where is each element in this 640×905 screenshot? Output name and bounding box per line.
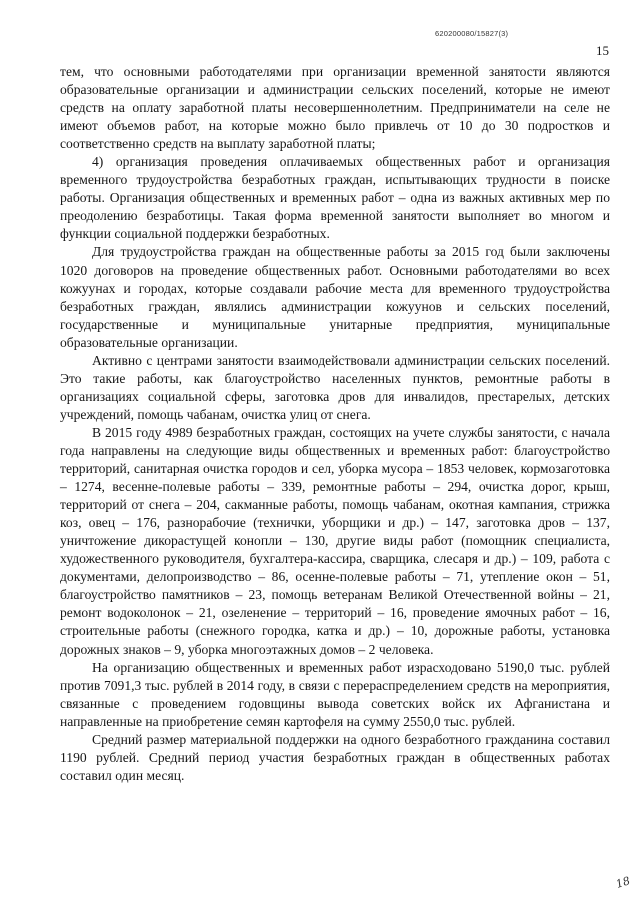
paragraph-1: тем, что основными работодателями при организации временной занятости являются образовательные организации и администрации сельских поселений, которые не имеют средств на оплату заработной платы несовершеннолетним. Предприниматели на селе не имеют объемов работ, на которые можно было привлечь от 10 до 30 подростков и соответственно средств на выплату заработной платы; — [60, 64, 610, 152]
paragraph-6: На организацию общественных и временных работ израсходовано 5190,0 тыс. рублей против 7091,3 тыс. рублей в 2014 году, в связи с перераспределением средств на мероприятия, связанные с проведением годовщины вывода советских войск их Афганистана и направленные на приобретение семян картофеля на сумму 2550,0 тыс. рублей. — [60, 659, 610, 729]
document-body — [60, 63, 610, 785]
paragraph-2: 4) организация проведения оплачиваемых общественных работ и организация временного трудоустройства безработных граждан, испытывающих трудности в поиске работы. Организация общественных и временных работ – одна из важных активных мер по преодолению безработицы. Такая форма временной занятости выполняет во многом и функции социальной поддержки безработных. — [60, 154, 610, 242]
document-id: 620200080/15827(3) — [435, 29, 509, 38]
paragraph-7: Средний размер материальной поддержки на одного безработного гражданина составил 1190 рублей. Средний период участия безработных граждан в общественных работах составил один месяц. — [60, 731, 610, 783]
paragraph-4: Активно с центрами занятости взаимодействовали администрации сельских поселений. Это такие работы, как благоустройство населенных пунктов, ремонтные работы в организациях социальной сферы, заготовка дров для инвалидов, престарелых, детских учреждений, помощь чабанам, очистка улиц от снега. — [60, 352, 610, 422]
page-number: 15 — [596, 43, 609, 58]
paragraph-5: В 2015 году 4989 безработных граждан, состоящих на учете службы занятости, с начала года направлены на следующие виды общественных и временных работ: благоустройство территорий, санитарная очистка городов и сел, уборка мусора – 1853 человек, кормозаготовка – 1274, весенне-полевые работы – 339, ремонтные работы – 294, очистка дорог, крыш, территорий от снега – 204, сакманные работы, помощь чабанам, окотная кампания, стрижка коз, овец – 176, разнорабочие (технички, уборщики и др.) – 147, заготовка дров – 137, уничтожение дикорастущей конопли – 130, другие виды работ (помощник специалиста, художественного руководителя, бухгалтера-кассира, сварщика, слесаря и др.) – 109, работа с документами, делопроизводство – 86, осенне-полевые работы – 71, утепление окон – 51, благоустройство памятников – 23, помощь ветеранам Великой Отечественной войны – 21, ремонт водоколонок – 21, озеленение – территорий – 16, проведение ямочных работ – 16, строительные работы (снежного городка, катка и др.) – 10, дорожные работы, установка дорожных знаков – 9, уборка многоэтажных домов – 2 человека. — [60, 424, 610, 657]
handwritten-page-mark: 18 — [614, 874, 632, 891]
paragraph-3: Для трудоустройства граждан на общественные работы за 2015 год были заключены 1020 договоров на проведение общественных работ. Основными работодателями во всех кожуунах и городах, которые создавали рабочие места для временного трудоустройства безработных граждан, являлись администрации кожуунов и сельских поселений, государственные и муниципальные унитарные предприятия, муниципальные образовательные организации. — [60, 244, 610, 350]
